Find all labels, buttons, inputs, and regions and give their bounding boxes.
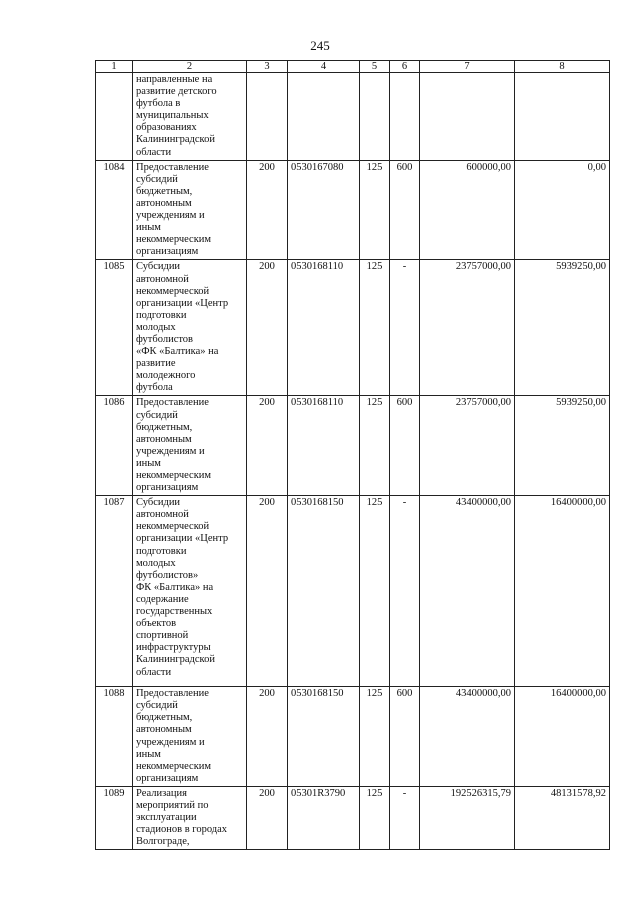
amount-cell: 48131578,92 [515, 786, 610, 849]
department-code-cell: 200 [247, 160, 288, 260]
column-header: 3 [247, 61, 288, 73]
row-number-cell: 1086 [96, 396, 133, 496]
item-name-cell: направленные на развитие детского футбола в муниципальных образованиях Калининградской области [133, 73, 247, 161]
expense-type-cell: - [390, 496, 420, 687]
item-name-cell: Предоставление субсидий бюджетным, автономным учреждениям и иным некоммерческим организациям [133, 160, 247, 260]
amount-cell: 192526315,79 [420, 786, 515, 849]
table-row [96, 496, 610, 687]
target-article-cell [288, 73, 360, 161]
amount-cell [420, 73, 515, 161]
expense-type-cell: 600 [390, 396, 420, 496]
column-header: 7 [420, 61, 515, 73]
table-row [96, 786, 610, 849]
column-header: 5 [360, 61, 390, 73]
row-number-cell: 1085 [96, 260, 133, 396]
page-number: 245 [310, 38, 330, 53]
section-code-cell: 125 [360, 687, 390, 787]
amount-cell: 43400000,00 [420, 687, 515, 787]
amount-cell: 23757000,00 [420, 260, 515, 396]
row-number-cell: 1084 [96, 160, 133, 260]
column-header: 8 [515, 61, 610, 73]
department-code-cell: 200 [247, 786, 288, 849]
item-name-cell: Предоставление субсидий бюджетным, автономным учреждениям и иным некоммерческим организациям [133, 396, 247, 496]
section-code-cell: 125 [360, 786, 390, 849]
section-code-cell: 125 [360, 260, 390, 396]
table-row [96, 260, 610, 396]
target-article-cell: 0530168150 [288, 496, 360, 687]
item-name-cell: Субсидии автономной некоммерческой организации «Центр подготовки молодых футболистов «ФК «Балтика» на развитие молодежного футбола [133, 260, 247, 396]
row-number-cell: 1087 [96, 496, 133, 687]
table-row [96, 396, 610, 496]
expense-type-cell: - [390, 786, 420, 849]
amount-cell: 600000,00 [420, 160, 515, 260]
target-article-cell: 05301R3790 [288, 786, 360, 849]
table-row [96, 687, 610, 787]
target-article-cell: 0530168150 [288, 687, 360, 787]
expense-type-cell [390, 73, 420, 161]
target-article-cell: 0530168110 [288, 260, 360, 396]
expense-type-cell: 600 [390, 687, 420, 787]
amount-cell: 16400000,00 [515, 496, 610, 687]
column-header: 2 [133, 61, 247, 73]
column-header: 6 [390, 61, 420, 73]
section-code-cell: 125 [360, 496, 390, 687]
amount-cell: 16400000,00 [515, 687, 610, 787]
row-number-cell [96, 73, 133, 161]
amount-cell: 23757000,00 [420, 396, 515, 496]
department-code-cell: 200 [247, 496, 288, 687]
column-header: 1 [96, 61, 133, 73]
section-code-cell [360, 73, 390, 161]
table-row [96, 73, 610, 161]
item-name-cell: Реализация мероприятий по эксплуатации стадионов в городах Волгограде, [133, 786, 247, 849]
expense-type-cell: - [390, 260, 420, 396]
table-header-row [96, 61, 610, 73]
amount-cell: 5939250,00 [515, 260, 610, 396]
column-header: 4 [288, 61, 360, 73]
target-article-cell: 0530168110 [288, 396, 360, 496]
row-number-cell: 1089 [96, 786, 133, 849]
department-code-cell: 200 [247, 260, 288, 396]
row-number-cell: 1088 [96, 687, 133, 787]
amount-cell: 5939250,00 [515, 396, 610, 496]
item-name-cell: Субсидии автономной некоммерческой организации «Центр подготовки молодых футболистов» ФК «Балтика» на содержание государственных объектов спортивной инфраструктуры Калининградской области [133, 496, 247, 687]
budget-table [95, 60, 610, 850]
expense-type-cell: 600 [390, 160, 420, 260]
amount-cell: 43400000,00 [420, 496, 515, 687]
target-article-cell: 0530167080 [288, 160, 360, 260]
table-row [96, 160, 610, 260]
item-name-cell: Предоставление субсидий бюджетным, автономным учреждениям и иным некоммерческим организациям [133, 687, 247, 787]
section-code-cell: 125 [360, 396, 390, 496]
department-code-cell: 200 [247, 687, 288, 787]
department-code-cell [247, 73, 288, 161]
amount-cell [515, 73, 610, 161]
section-code-cell: 125 [360, 160, 390, 260]
amount-cell: 0,00 [515, 160, 610, 260]
department-code-cell: 200 [247, 396, 288, 496]
